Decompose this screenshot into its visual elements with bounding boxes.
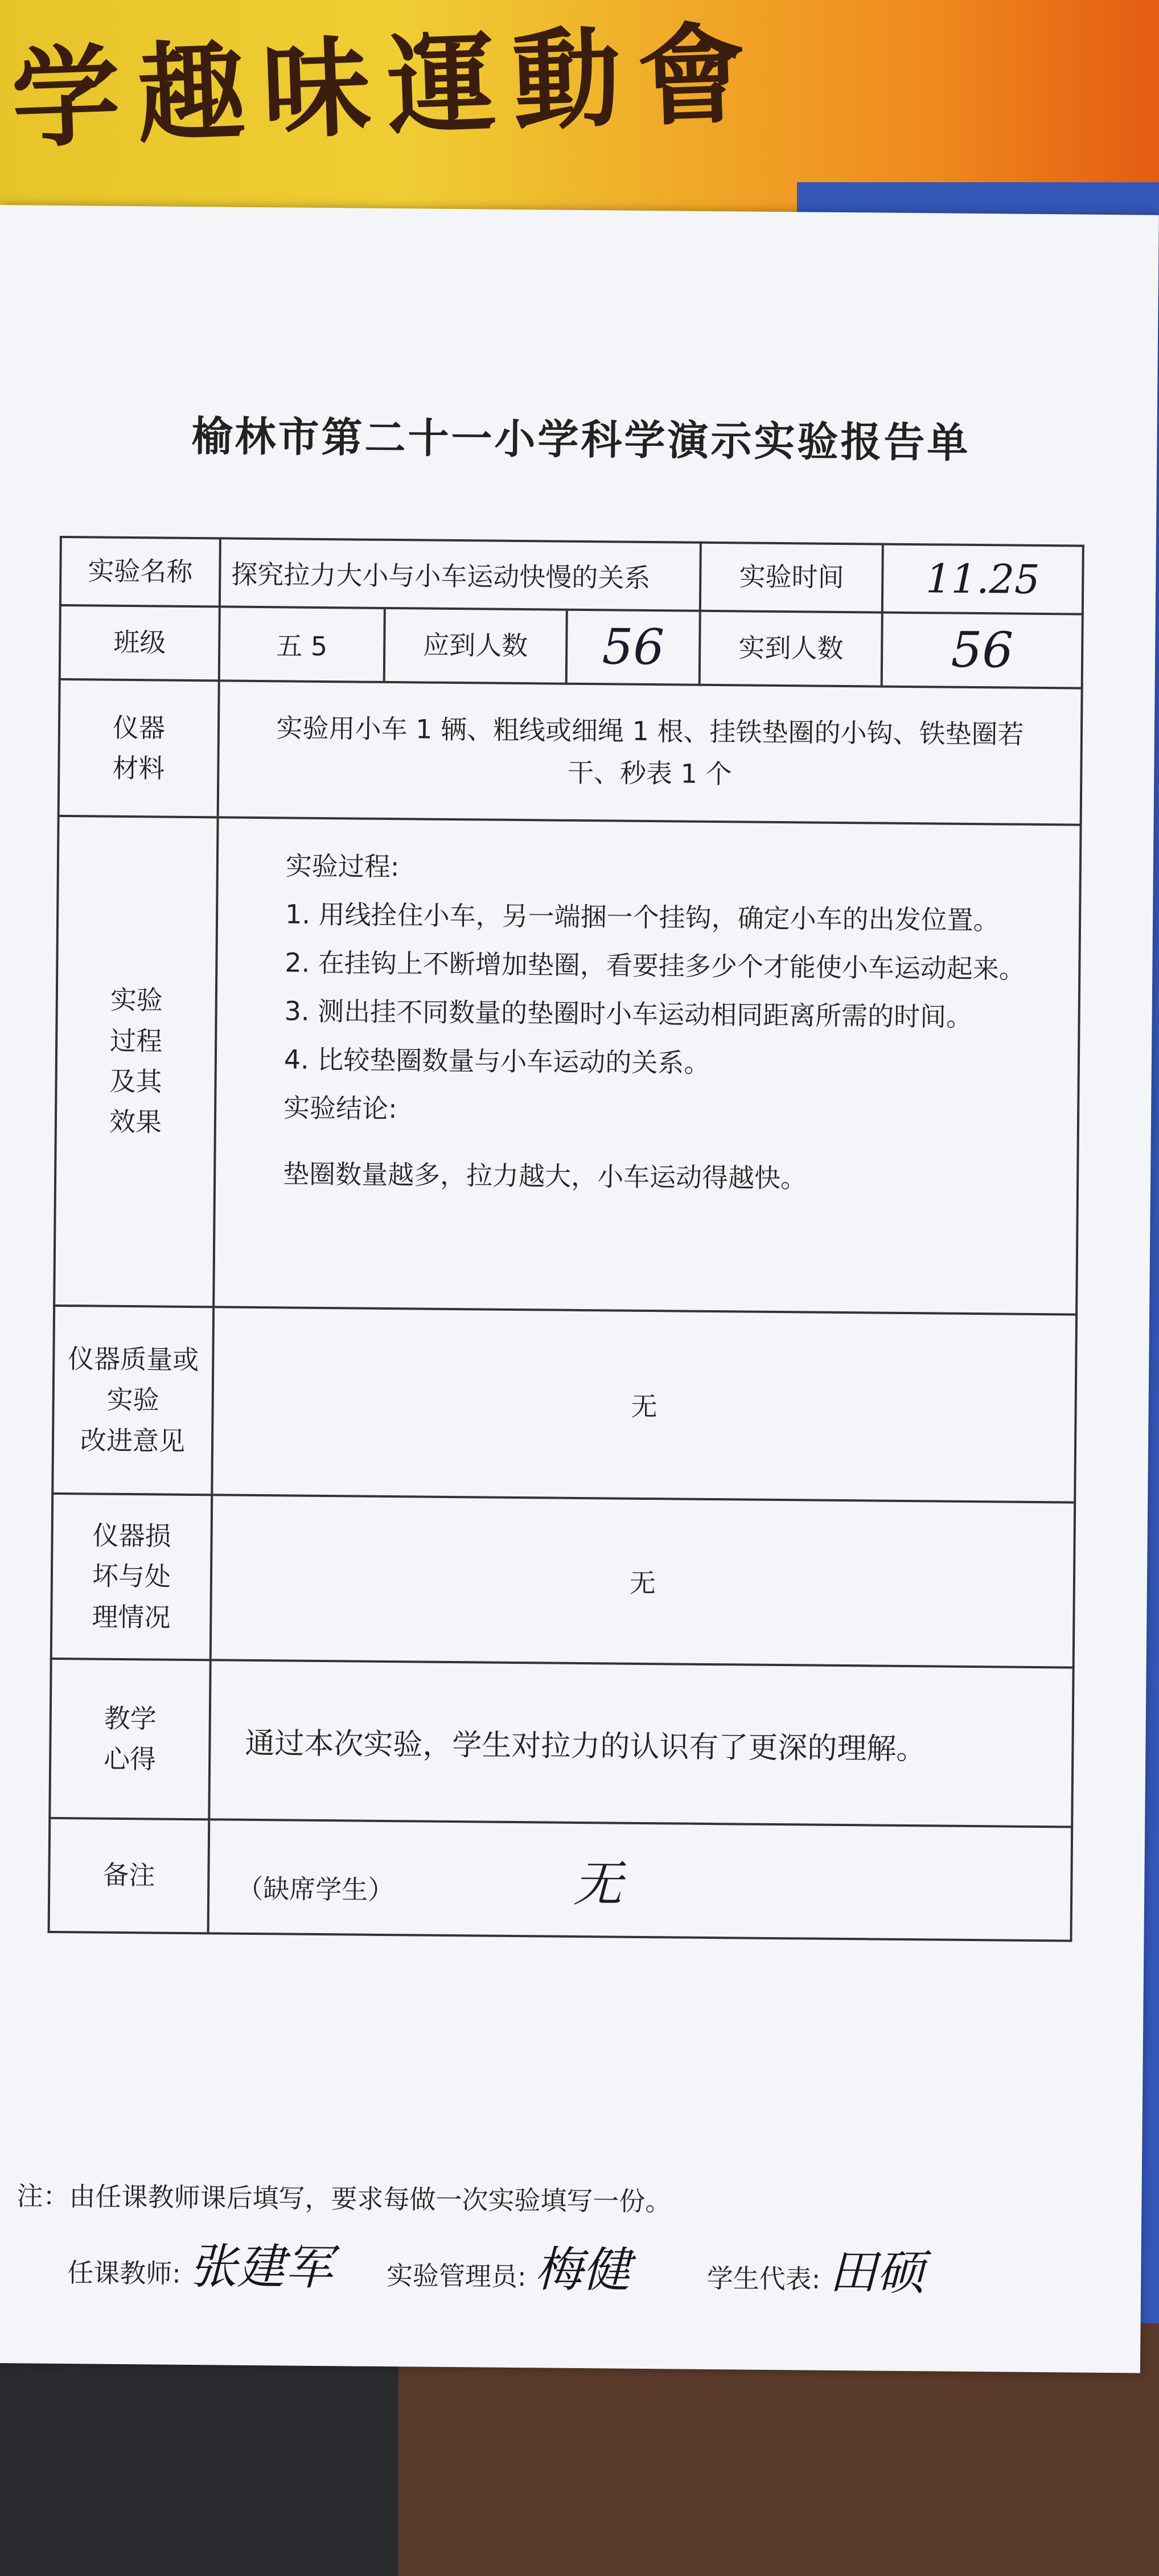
- process-step: 2. 在挂钩上不断增加垫圈，看要挂多少个才能使小车运动起来。: [285, 947, 1026, 985]
- actual-count-label: 实到人数: [700, 611, 882, 687]
- class-label: 班级: [60, 605, 220, 680]
- expected-count-label: 应到人数: [384, 608, 567, 684]
- remarks-cell: [208, 1819, 1072, 1941]
- experiment-time-label: 实验时间: [700, 543, 883, 613]
- process-heading: 实验过程:: [285, 850, 400, 883]
- student-label: 学生代表:: [706, 2262, 821, 2295]
- quality-label: 仪器质量或 实验 改进意见: [52, 1306, 213, 1495]
- process-cell: [213, 817, 1080, 1314]
- banner-text: 学趣味運動會: [10, 10, 766, 163]
- teaching-value: 通过本次实验，学生对拉力的认识有了更深的理解。: [209, 1660, 1073, 1827]
- process-step: 1. 用线拴住小车，另一端捆一个挂钩，确定小车的出发位置。: [285, 899, 1000, 936]
- remarks-handwritten: 无: [573, 1855, 623, 1913]
- table-row: [60, 537, 1083, 614]
- conclusion-text: 垫圈数量越多，拉力越大，小车运动得越快。: [282, 1158, 807, 1193]
- actual-count-value: 56: [882, 613, 1083, 688]
- table-row: [60, 605, 1083, 688]
- damage-value: 无: [211, 1495, 1075, 1667]
- process-step: 4. 比较垫圈数量与小车运动的关系。: [283, 1044, 710, 1079]
- student-signature: 田硕: [828, 2243, 925, 2301]
- equipment-value: 实验用小车 1 辆、粗线或细绳 1 根、挂铁垫圈的小钩、铁垫圈若干、秒表 1 个: [218, 680, 1082, 825]
- equipment-label: 仪器 材料: [59, 679, 219, 817]
- table-row: [54, 816, 1080, 1315]
- experiment-name-label: 实验名称: [60, 537, 220, 606]
- admin-label: 实验管理员:: [386, 2260, 527, 2292]
- report-table: [48, 536, 1084, 1942]
- admin-signature: 梅健: [534, 2241, 631, 2298]
- experiment-time-value: 11.25: [882, 544, 1083, 614]
- conclusion-heading: 实验结论:: [283, 1092, 397, 1125]
- expected-count-value: 56: [566, 610, 700, 685]
- table-row: [59, 679, 1082, 825]
- damage-label: 仪器损 坏与处 理情况: [51, 1494, 212, 1660]
- table-row: [52, 1306, 1076, 1503]
- experiment-name-value: 探究拉力大小与小车运动快慢的关系: [220, 538, 701, 610]
- footer-note: 注：由任课教师课后填写，要求每做一次实验填写一份。: [17, 2180, 672, 2217]
- remarks-label: 备注: [49, 1818, 209, 1933]
- report-sheet: [0, 205, 1159, 2373]
- class-value: 五 5: [219, 606, 385, 682]
- page-title: 榆林市第二十一小学科学演示实验报告单: [191, 412, 971, 467]
- process-step: 3. 测出挂不同数量的垫圈时小车运动相同距离所需的时间。: [284, 995, 973, 1033]
- quality-value: 无: [212, 1307, 1076, 1502]
- remarks-text: （缺席学生）: [236, 1873, 394, 1906]
- teaching-label: 教学 心得: [50, 1659, 210, 1819]
- table-row: [50, 1659, 1073, 1827]
- teacher-signature: 张建军: [189, 2238, 333, 2296]
- signature-row: [67, 2227, 1092, 2305]
- table-row: [49, 1818, 1072, 1941]
- teacher-label: 任课教师:: [67, 2257, 182, 2289]
- process-label: 实验 过程 及其 效果: [54, 816, 217, 1307]
- table-row: [51, 1494, 1075, 1668]
